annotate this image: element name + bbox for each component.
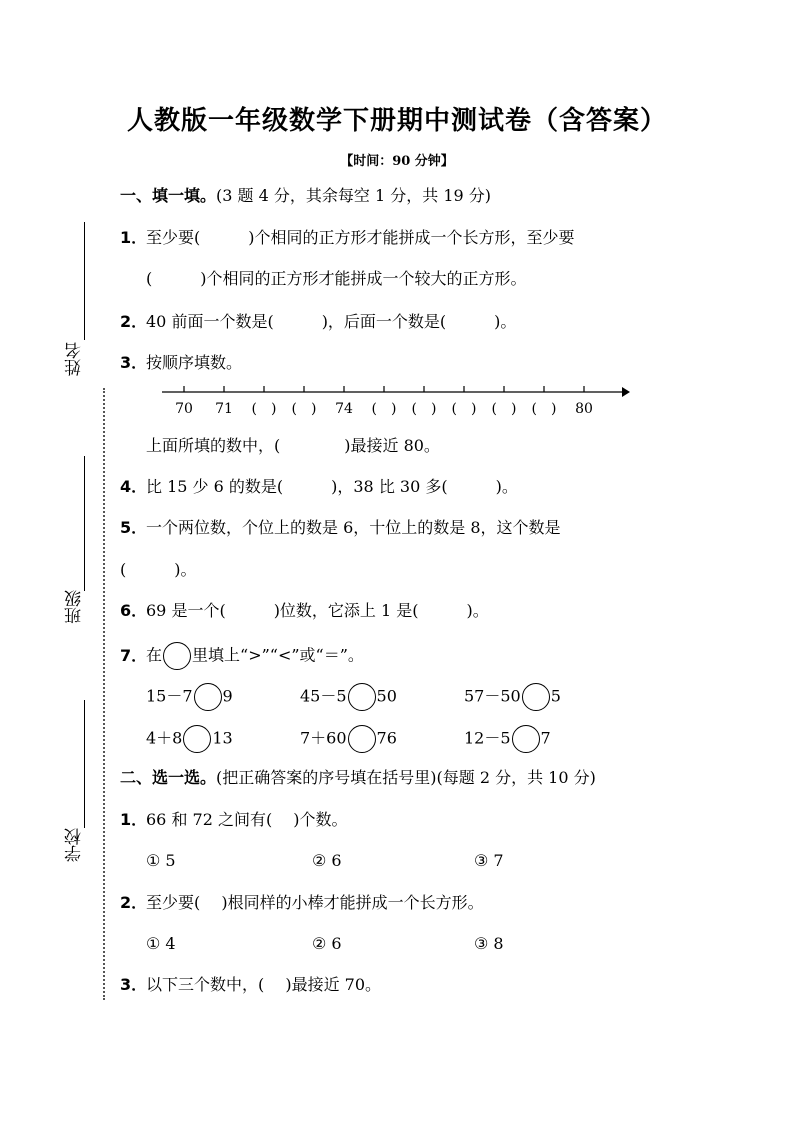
- binding-line-top: [84, 222, 85, 340]
- binding-line-name-field: [84, 456, 85, 591]
- compare-right: 13: [212, 728, 233, 748]
- question-text: 以下三个数中，( )最接近 70。: [146, 975, 382, 994]
- compare-left: 45－5: [300, 686, 347, 706]
- compare-left: 4＋8: [146, 728, 183, 748]
- compare-right: 5: [550, 686, 561, 706]
- question-1-3: [120, 353, 242, 373]
- number-line-label: 70: [175, 401, 193, 417]
- time-limit: 【时间：90 分钟】: [340, 154, 454, 169]
- question-number: 7．: [120, 645, 148, 665]
- number-line-label[interactable]: ( ): [491, 401, 517, 417]
- name-label: 姓名: [65, 342, 85, 376]
- number-line: [150, 382, 640, 422]
- compare-item: [146, 683, 233, 711]
- number-line-label: 74: [335, 401, 353, 417]
- option-b[interactable]: ② 6: [312, 934, 342, 953]
- compare-item: [300, 725, 397, 753]
- option-b[interactable]: ② 6: [312, 851, 342, 870]
- question-1-7: [120, 642, 364, 670]
- question-text: 至少要( )根同样的小棒才能拼成一个长方形。: [146, 893, 484, 912]
- question-text: 至少要( )个相同的正方形才能拼成一个长方形，至少要: [146, 228, 575, 247]
- question-number: 3．: [120, 353, 148, 372]
- question-number: 2．: [120, 893, 148, 912]
- number-line-label: 80: [575, 401, 593, 417]
- number-line-label[interactable]: ( ): [291, 401, 317, 417]
- option-a[interactable]: ① 5: [146, 851, 176, 870]
- question-1-1: [120, 228, 575, 248]
- compare-right: 7: [540, 728, 551, 748]
- number-line-label[interactable]: ( ): [371, 401, 397, 417]
- class-label: 班级: [65, 590, 85, 624]
- question-number: 4．: [120, 477, 148, 496]
- compare-right: 76: [376, 728, 397, 748]
- question-2-2: [120, 893, 484, 913]
- question-1-5-cont: ( )。: [120, 560, 197, 579]
- question-1-1-cont: ( )个相同的正方形才能拼成一个较大的正方形。: [146, 269, 527, 288]
- question-text: 69 是一个( )位数，它添上 1 是( )。: [146, 601, 489, 620]
- question-1-6: [120, 601, 489, 621]
- number-line-label[interactable]: ( ): [251, 401, 277, 417]
- question-2-1: [120, 810, 348, 830]
- question-text: 比 15 少 6 的数是( )，38 比 30 多( )。: [146, 477, 518, 496]
- question-number: 1．: [120, 228, 148, 247]
- question-1-5: [120, 518, 561, 538]
- question-text-post: 里填上“>”“<”或“＝”。: [192, 645, 364, 665]
- compare-circle[interactable]: [183, 725, 211, 753]
- question-text: 一个两位数，个位上的数是 6，十位上的数是 8，这个数是: [146, 518, 561, 537]
- number-line-label[interactable]: ( ): [411, 401, 437, 417]
- compare-circle[interactable]: [194, 683, 222, 711]
- page-title: 人教版一年级数学下册期中测试卷（含答案）: [126, 106, 667, 136]
- section2-title: 二、选一选。: [120, 768, 217, 787]
- binding-line-class-field: [84, 700, 85, 828]
- question-number: 6．: [120, 601, 148, 620]
- section2-heading: [120, 768, 596, 788]
- compare-right: 50: [376, 686, 397, 706]
- option-a[interactable]: ① 4: [146, 934, 176, 953]
- compare-item: [464, 725, 551, 753]
- question-number: 1．: [120, 810, 148, 829]
- school-label: 学校: [65, 828, 85, 862]
- compare-left: 12－5: [464, 728, 511, 748]
- question-1-3-after: 上面所填的数中，( )最接近 80。: [146, 436, 440, 455]
- question-2-3: [120, 975, 381, 995]
- compare-item: [300, 683, 397, 711]
- compare-left: 57－50: [464, 686, 521, 706]
- question-1-4: [120, 477, 518, 497]
- number-line-label: 71: [215, 401, 233, 417]
- number-line-arrow: [622, 387, 630, 397]
- compare-circle[interactable]: [348, 683, 376, 711]
- section1-note: (3 题 4 分，其余每空 1 分，共 19 分): [216, 186, 492, 205]
- question-1-2: [120, 312, 516, 332]
- question-text-pre: 在: [146, 645, 163, 665]
- section2-note: (把正确答案的序号填在括号里)(每题 2 分，共 10 分): [216, 768, 596, 787]
- question-text: 66 和 72 之间有( )个数。: [146, 810, 348, 829]
- question-number: 3．: [120, 975, 148, 994]
- compare-item: [146, 725, 233, 753]
- question-number: 5．: [120, 518, 148, 537]
- compare-item: [464, 683, 561, 711]
- question-number: 2．: [120, 312, 148, 331]
- compare-left: 7＋60: [300, 728, 347, 748]
- number-line-label[interactable]: ( ): [451, 401, 477, 417]
- question-text: 按顺序填数。: [146, 353, 243, 372]
- compare-circle-sample: [163, 642, 191, 670]
- option-c[interactable]: ③ 8: [474, 934, 504, 953]
- option-c[interactable]: ③ 7: [474, 851, 504, 870]
- compare-left: 15－7: [146, 686, 193, 706]
- compare-circle[interactable]: [512, 725, 540, 753]
- compare-right: 9: [222, 686, 233, 706]
- compare-circle[interactable]: [348, 725, 376, 753]
- section1-heading: [120, 186, 491, 206]
- question-text: 40 前面一个数是( )，后面一个数是( )。: [146, 312, 517, 331]
- dotted-cut-line: [103, 388, 105, 1000]
- compare-circle[interactable]: [522, 683, 550, 711]
- number-line-label[interactable]: ( ): [531, 401, 557, 417]
- section1-title: 一、填一填。: [120, 186, 217, 205]
